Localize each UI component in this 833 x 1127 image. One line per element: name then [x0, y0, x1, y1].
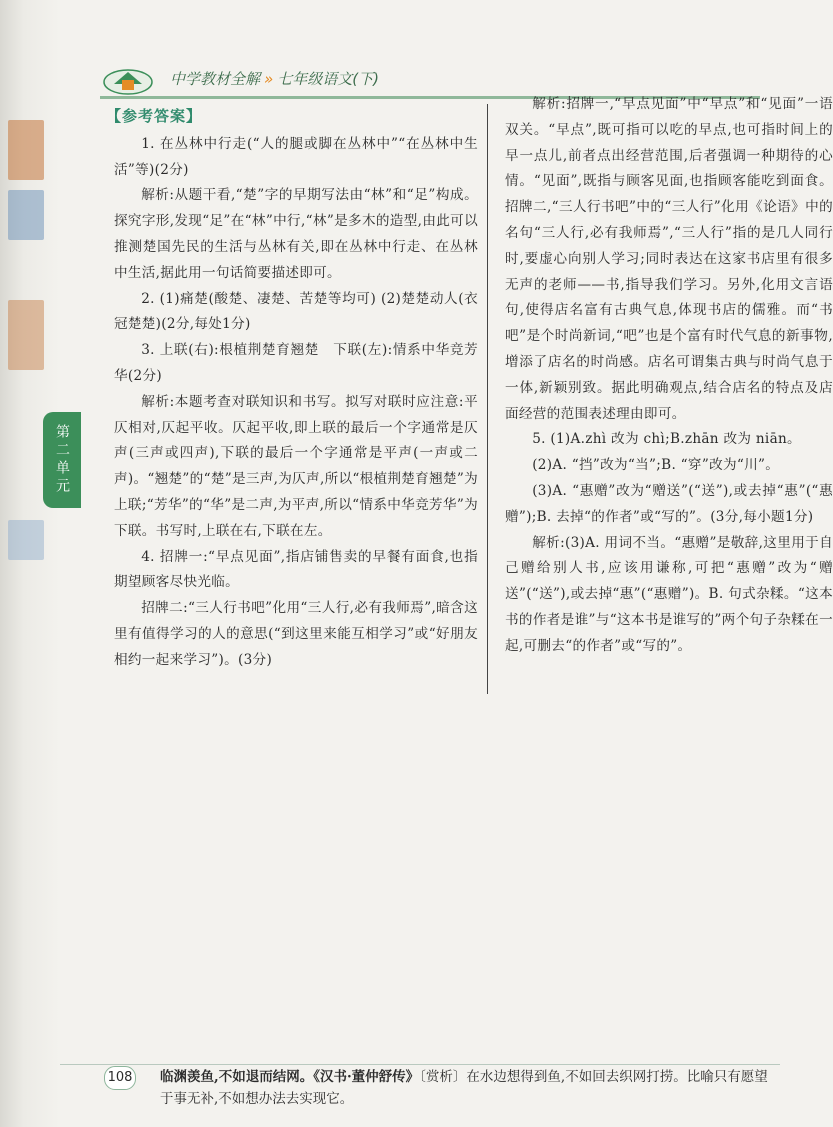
edge-marker: [8, 190, 44, 240]
page-number: 108: [104, 1066, 136, 1090]
header-separator: »: [264, 70, 274, 88]
column-divider: [487, 104, 488, 694]
page-footer: [60, 1056, 800, 1116]
paragraph: 5. (1)A.zhì 改为 chì;B.zhān 改为 niān。: [532, 431, 801, 448]
paragraph: 解析:本题考查对联知识和书写。拟写对联时应注意:平仄相对,仄起平收。仄起平收,即上联的最后一个字通常是仄声(三声或四声),下联的最后一个字通常是平声(一声或二声)。“翘楚”的“楚”是三声,为仄声,所以“根植荆楚育翘楚”为上联;“芳华”的“华”是二声,为平声,所以“情系中华竞芳华”为下联。书写时,上联在右,下联在左。: [114, 393, 479, 539]
paragraph: 解析:招牌一,“早点见面”中“早点”和“见面”一语双关。“早点”,既可指可以吃的早点,也可指时间上的早一点儿,前者点出经营范围,后者强调一种期待的心情。“见面”,既指与顾客见面,也指顾客能吃到面食。招牌二,“三人行书吧”中的“三人行”化用《论语》中的名句“三人行,必有我师焉”,“三人行”指的是几人同行时,要虚心向别人学习;同时表达在这家书店里有很多无声的老师——书,指导我们学习。另外,化用文言语句,使得店名富有古典气息,体现书店的儒雅。而“书吧”是个时尚新词,“吧”也是个富有时代气息的新事物,增添了店名的时尚感。店名可谓集古典与时尚气息于一体,新颖别致。据此明确观点,结合店名的特点及店面经营的范围表述理由即可。: [505, 96, 833, 422]
book-subtitle: 七年级语文(下): [277, 70, 379, 88]
footer-quote: [160, 1066, 780, 1110]
right-column: [505, 92, 833, 660]
edge-marker: [8, 120, 44, 180]
left-paragraphs: [114, 132, 478, 674]
edge-marker: [8, 520, 44, 560]
paragraph: (2)A. “挡”改为“当”;B. “穿”改为“川”。: [532, 457, 780, 474]
edge-marker: [8, 300, 44, 370]
book-logo-icon: [100, 62, 160, 96]
quote-label: 〔赏析〕: [419, 1069, 467, 1085]
book-title: 中学教材全解: [170, 70, 261, 88]
quote-bold: 临渊羡鱼,不如退而结网。: [160, 1069, 314, 1085]
left-column: [106, 104, 479, 674]
footer-rule: [60, 1064, 780, 1065]
answer-section-title: 【参考答案】: [106, 107, 203, 125]
unit-side-tab: 第二单元: [43, 412, 81, 508]
paragraph: 3. 上联(右):根植荆楚育翘楚 下联(左):情系中华竞芳华(2分): [114, 342, 478, 384]
page-edge-stack: [0, 0, 60, 1127]
page-header: [100, 62, 520, 96]
paragraph: 1. 在丛林中行走(“人的腿或脚在丛林中”“在丛林中生活”等)(2分): [114, 135, 478, 178]
paragraph: 解析:(3)A. 用词不当。“惠赠”是敬辞,这里用于自己赠给别人书,应该用谦称,可把“惠赠”改为“赠送”(“送”),或去掉“惠”(“惠赠”)。B. 句式杂糅。“这本书的作者是谁”与“这本书是谁写的”两个句子杂糅在一起,可删去“的作者”或“写的”。: [505, 534, 833, 654]
paragraph: (3)A. “惠赠”改为“赠送”(“送”),或去掉“惠”(“惠赠”);B. 去掉“的作者”或“写的”。(3分,每小题1分): [505, 482, 833, 525]
quote-source: 《汉书·董仲舒传》: [313, 1069, 420, 1085]
quote-text: 在水边想得到鱼,不如回去织网打捞。比喻只有愿望于事无补,不如想办法去实现它。: [160, 1069, 768, 1107]
right-paragraphs: [505, 92, 833, 660]
paragraph: 4. 招牌一:“早点见面”,指店铺售卖的早餐有面食,也指期望顾客尽快光临。: [114, 548, 478, 591]
paragraph: 2. (1)痛楚(酸楚、凄楚、苦楚等均可) (2)楚楚动人(衣冠楚楚)(2分,每处1分): [114, 290, 478, 333]
paragraph: 招牌二:“三人行书吧”化用“三人行,必有我师焉”,暗含这里有值得学习的人的意思(“到这里来能互相学习”或“好朋友相约一起来学习”)。(3分): [114, 600, 478, 668]
paragraph: 解析:从题干看,“楚”字的早期写法由“林”和“足”构成。探究字形,发现“足”在“林”中行,“林”是多木的造型,由此可以推测楚国先民的生活与丛林有关,即在丛林中行走、在丛林中生活,据此用一句话简要描述即可。: [114, 187, 478, 281]
page: [60, 0, 833, 1127]
header-title: [170, 68, 379, 89]
